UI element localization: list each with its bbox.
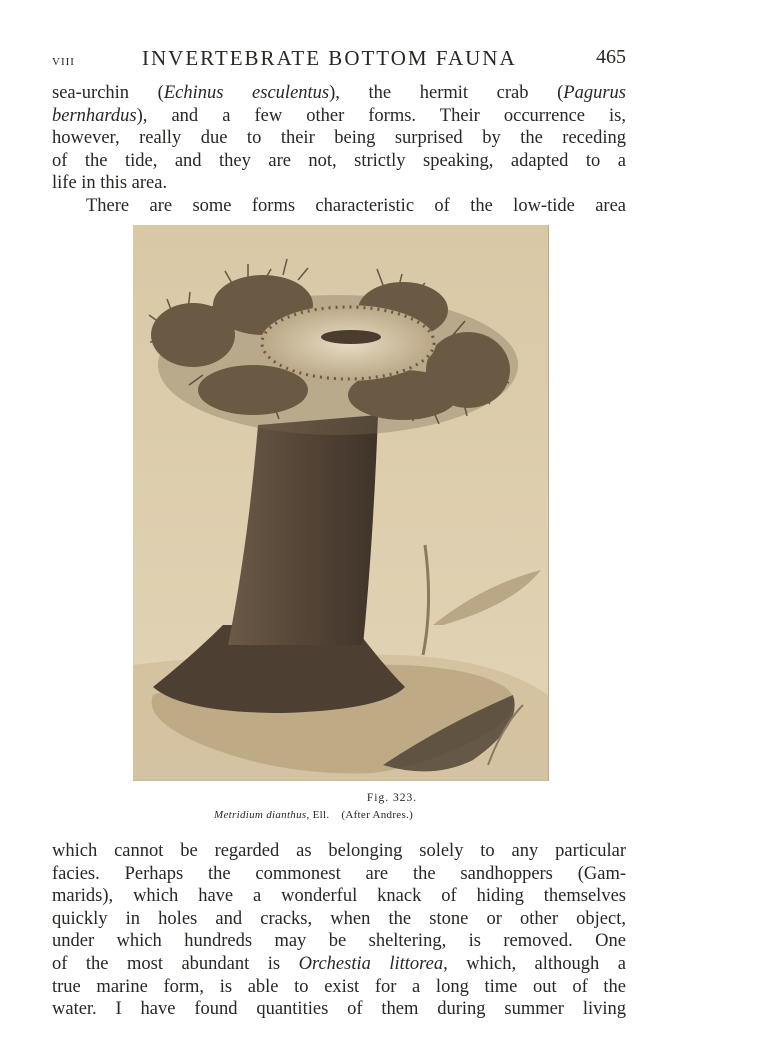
running-title: INVERTEBRATE BOTTOM FAUNA [142,46,517,70]
text-line: facies. Perhaps the commonest are the sandhoppers (Gam- [52,863,626,884]
sea-anemone-illustration [133,225,548,780]
running-header [52,44,626,74]
body-text-top [52,82,626,218]
species-name: Orchestia littorea [298,953,444,974]
species-name: Echinus esculentus [163,83,330,103]
chapter-number: VIII [52,56,75,68]
species-name: bernhardus [52,105,137,126]
text-line: marids), which have a wonderful knack of hiding themselves [52,886,626,907]
figure-plate [133,225,549,781]
body-text-bottom [52,840,626,1021]
figure-number: Fig. 323. [366,792,418,804]
text-line: under which hundreds may be sheltering, is removed. One [52,931,626,952]
taxon-authority: Ell. [312,809,330,821]
figure-caption: Metridium dianthus, Ell. (After Andres.) [214,809,414,821]
text-line: life in this area. [52,173,168,194]
text-line: water. I have found quantities of them during summer living [52,999,626,1020]
text-line: true marine form, is able to exist for a long time out of the [52,976,626,997]
text-line: which cannot be regarded as belonging solely to any particular [52,841,626,861]
text-line: There are some forms characteristic of the low-tide area [86,195,626,216]
species-name: Metridium dianthus [214,809,307,821]
page-number: 465 [596,46,626,68]
figure-credit: (After Andres.) [341,809,414,821]
text-line: quickly in holes and cracks, when the stone or other object, [52,908,626,929]
text-line: sea-urchin (Echinus esculentus), the hermit crab (Pagurus [52,83,626,103]
text-line: of the most abundant is Orchestia littorea, which, although a [52,953,626,974]
text-line: of the tide, and they are not, strictly speaking, adapted to a [52,150,626,171]
text-line: bernhardus), and a few other forms. Their occurrence is, [52,105,626,126]
species-name: Pagurus [563,83,626,103]
text-line: however, really due to their being surprised by the receding [52,128,626,149]
